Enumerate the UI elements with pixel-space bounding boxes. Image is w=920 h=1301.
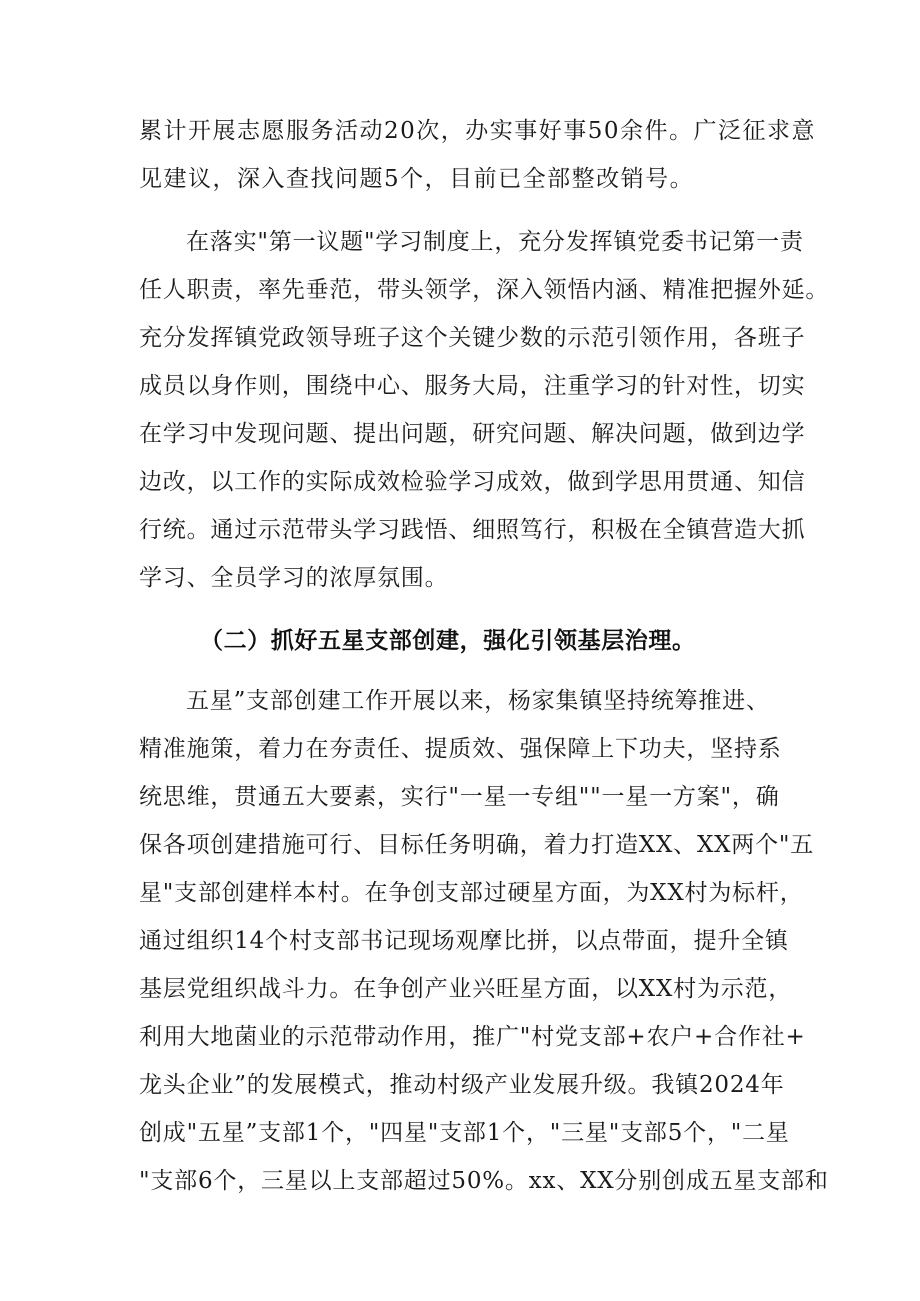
paragraph-line: 龙头企业”的发展模式，推动村级产业发展升级。我镇2024年 <box>139 1072 785 1098</box>
paragraph-line: 成员以身作则，围绕中心、服务大局，注重学习的针对性，切实 <box>139 373 806 399</box>
paragraph-line: 基层党组织战斗力。在争创产业兴旺星方面，以XX村为示范， <box>139 976 793 1002</box>
paragraph-line: 学习、全员学习的浓厚氛围。 <box>139 565 449 591</box>
paragraph-line: 统思维，贯通五大要素，实行"一星一专组""一星一方案"，确 <box>139 784 780 810</box>
paragraph-line: 边改，以工作的实际成效检验学习成效，做到学思用贯通、知信 <box>139 469 806 495</box>
paragraph-line: 在落实"第一议题"学习制度上，充分发挥镇党委书记第一责 <box>186 229 804 255</box>
paragraph-line: 五星”支部创建工作开展以来，杨家集镇坚持统筹推进、 <box>186 688 770 714</box>
section-heading: （二）抓好五星支部创建，强化引领基层治理。 <box>200 628 696 654</box>
paragraph-line: "支部6个，三星以上支部超过50%。xx、XX分别创成五星支部和 <box>139 1168 829 1194</box>
paragraph-line: 创成"五星”支部1个，"四星"支部1个，"三星"支部5个，"二星 <box>139 1120 790 1146</box>
paragraph-line: 利用大地菌业的示范带动作用，推广"村党支部+农户+合作社+ <box>139 1024 806 1050</box>
paragraph-line: 保各项创建措施可行、目标任务明确，着力打造XX、XX两个"五 <box>139 832 815 858</box>
paragraph-line: 星"支部创建样本村。在争创支部过硬星方面，为XX村为标杆， <box>139 880 804 906</box>
paragraph-line: 任人职责，率先垂范，带头领学，深入领悟内涵、精准把握外延。 <box>139 277 830 303</box>
paragraph-line: 充分发挥镇党政领导班子这个关键少数的示范引领作用，各班子 <box>139 325 806 351</box>
paragraph-line: 累计开展志愿服务活动20次，办实事好事50余件。广泛征求意 <box>139 118 817 144</box>
paragraph-line: 在学习中发现问题、提出问题，研究问题、解决问题，做到边学 <box>139 421 806 447</box>
paragraph-line: 精准施策，着力在夯责任、提质效、强保障上下功夫，坚持系 <box>139 736 782 762</box>
paragraph-line: 通过组织14个村支部书记现场观摩比拼，以点带面，提升全镇 <box>139 928 789 954</box>
paragraph-line: 行统。通过示范带头学习践悟、细照笃行，积极在全镇营造大抓 <box>139 517 806 543</box>
paragraph-line: 见建议，深入查找问题5个，目前已全部整改销号。 <box>139 166 695 192</box>
